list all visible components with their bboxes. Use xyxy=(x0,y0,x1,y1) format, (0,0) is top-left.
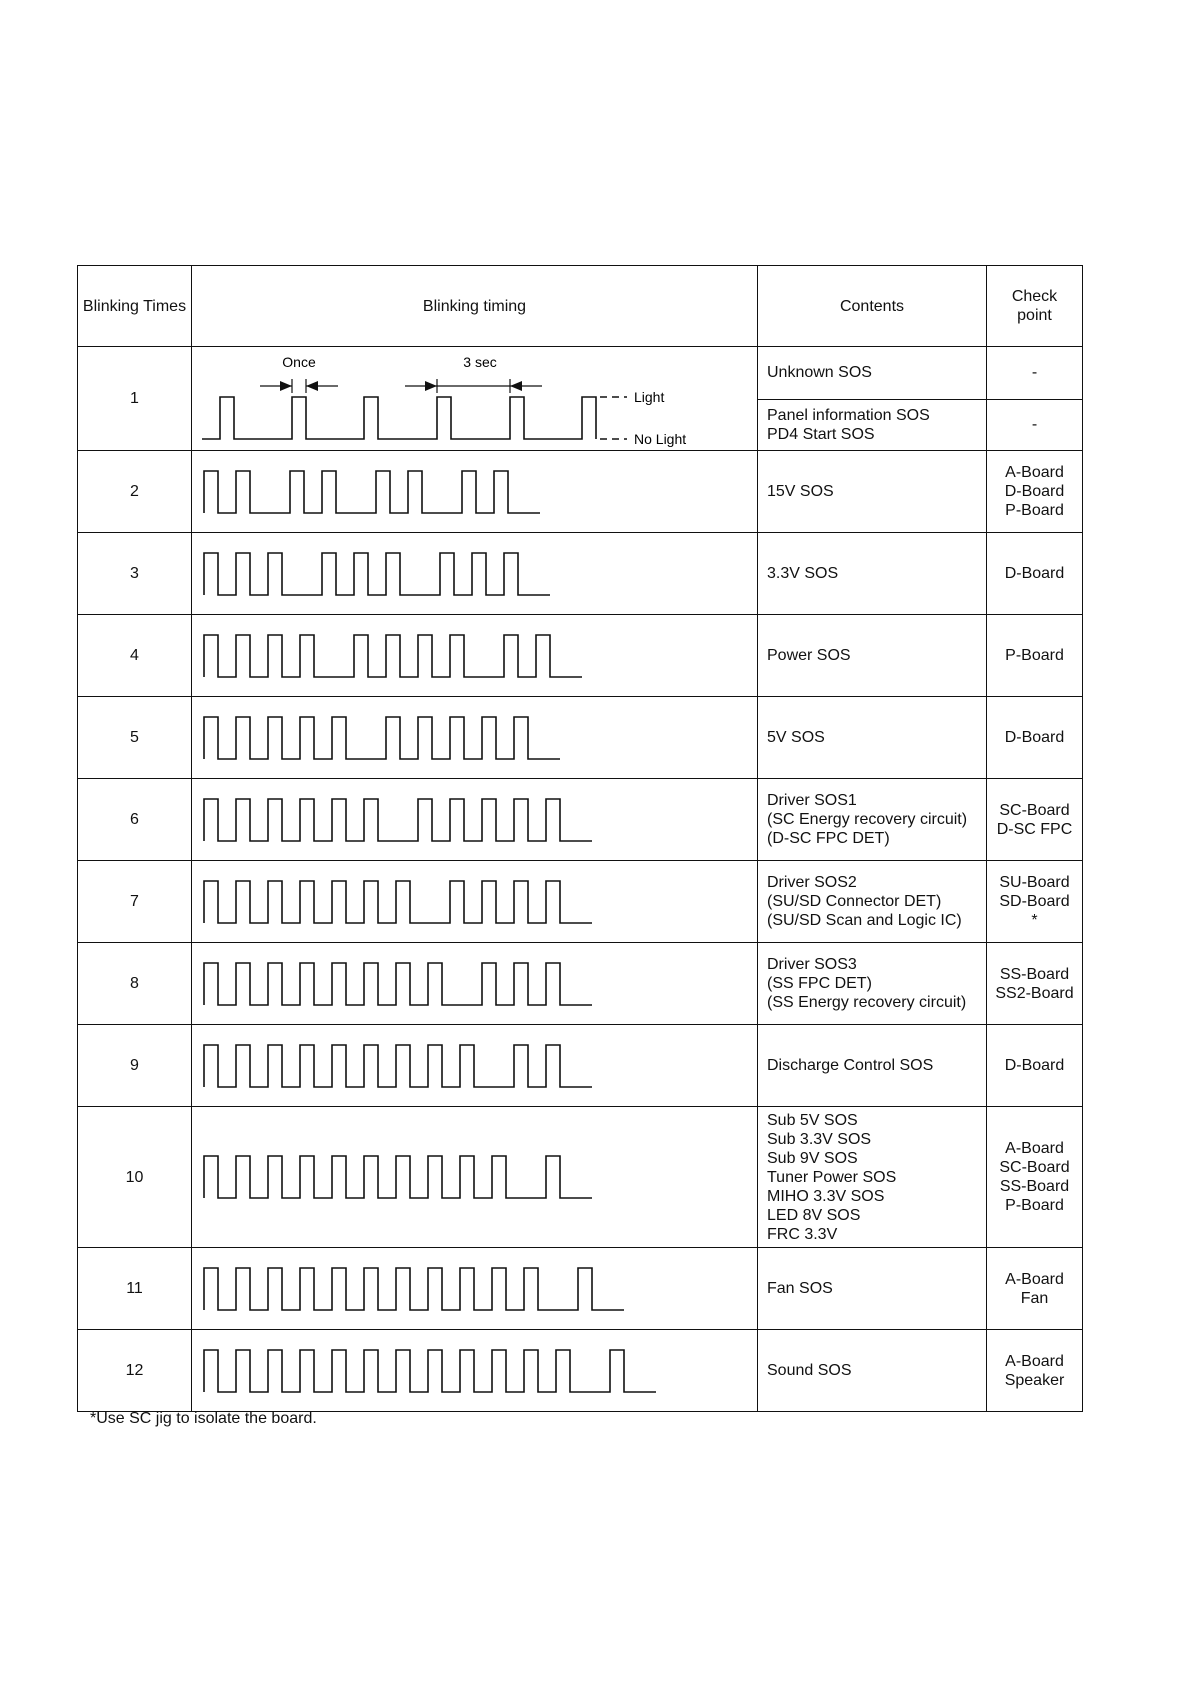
contents-cell xyxy=(758,861,987,943)
check-point-line: A-Board xyxy=(1005,1140,1064,1157)
header-row xyxy=(78,266,1083,347)
contents-line: Fan SOS xyxy=(767,1280,833,1297)
header-blinking-times: Blinking Times xyxy=(78,266,192,347)
check-point-line: Fan xyxy=(1020,1289,1049,1307)
check-point-line: - xyxy=(1031,364,1038,382)
check-point-line: P-Board xyxy=(1005,647,1064,664)
blinking-times-value: 6 xyxy=(130,811,139,828)
blinking-times-cell xyxy=(78,1248,192,1330)
blinking-times-cell xyxy=(78,533,192,615)
contents-line: (SS Energy recovery circuit) xyxy=(767,994,967,1011)
waveform-diagram xyxy=(192,943,758,1024)
waveform-trace xyxy=(204,1156,592,1198)
sos-blink-table xyxy=(77,265,1083,1412)
waveform-trace xyxy=(204,881,592,923)
check-point-cell xyxy=(987,347,1083,400)
check-point-line: SS-Board xyxy=(999,965,1070,983)
once-arrowhead-left xyxy=(280,381,292,391)
check-point-line: A-Board xyxy=(1005,1352,1064,1370)
check-point-line: SS2-Board xyxy=(995,984,1074,1002)
blinking-timing-cell xyxy=(192,615,758,697)
check-point-cell xyxy=(987,399,1083,451)
check-point-line: A-Board xyxy=(1005,1270,1064,1288)
check-point-cell xyxy=(987,943,1083,1025)
blinking-times-value: 3 xyxy=(130,565,139,582)
header-blinking-timing: Blinking timing xyxy=(192,266,758,347)
contents-line: (SC Energy recovery circuit) xyxy=(767,811,968,828)
check-point-cell xyxy=(987,1330,1083,1412)
contents-cell xyxy=(758,451,987,533)
contents-line: 3.3V SOS xyxy=(767,565,839,582)
contents-line: Panel information SOS xyxy=(767,406,930,424)
three-sec-arrowhead-right xyxy=(510,381,522,391)
contents-cell xyxy=(758,399,987,451)
waveform-diagram xyxy=(192,697,758,778)
blinking-times-value: 5 xyxy=(130,729,139,746)
check-point-cell xyxy=(987,1025,1083,1107)
check-point-line: D-Board xyxy=(1004,483,1065,500)
table-row xyxy=(78,943,1083,1025)
waveform-trace xyxy=(204,1350,656,1392)
three-sec-arrowhead-left xyxy=(425,381,437,391)
contents-line: (SS FPC DET) xyxy=(767,975,872,992)
blinking-times-value: 12 xyxy=(125,1362,144,1379)
contents-line: Driver SOS1 xyxy=(767,792,857,809)
waveform-diagram xyxy=(192,451,758,532)
waveform-diagram xyxy=(192,1107,758,1247)
waveform-trace xyxy=(204,717,560,759)
blinking-timing-cell xyxy=(192,779,758,861)
check-point-cell xyxy=(987,861,1083,943)
check-point-line: - xyxy=(1031,416,1038,434)
contents-line: Power SOS xyxy=(767,647,851,664)
check-point-cell xyxy=(987,615,1083,697)
check-point-line: Speaker xyxy=(1004,1371,1065,1389)
waveform-diagram xyxy=(192,1330,758,1411)
check-point-cell xyxy=(987,451,1083,533)
check-point-line: P-Board xyxy=(1005,1197,1064,1214)
table-row xyxy=(78,1248,1083,1330)
contents-line: (SU/SD Scan and Logic IC) xyxy=(767,912,962,929)
header-check-point: Check point xyxy=(987,266,1083,347)
contents-cell xyxy=(758,347,987,400)
waveform-diagram xyxy=(192,1025,758,1106)
waveform-trace xyxy=(204,1045,592,1087)
check-point-line: P-Board xyxy=(1005,502,1064,519)
blinking-times-cell xyxy=(78,1107,192,1248)
contents-line: PD4 Start SOS xyxy=(767,425,875,443)
contents-line: Driver SOS2 xyxy=(767,874,857,891)
waveform-diagram xyxy=(192,861,758,942)
no-light-label: No Light xyxy=(634,431,687,447)
waveform-trace xyxy=(204,1268,624,1310)
blinking-times-value: 11 xyxy=(126,1280,143,1297)
contents-cell xyxy=(758,697,987,779)
check-point-line: D-SC FPC xyxy=(996,820,1073,838)
blinking-times-cell xyxy=(78,697,192,779)
blinking-times-value: 10 xyxy=(125,1168,144,1186)
contents-line: Unknown SOS xyxy=(767,364,872,382)
contents-line: Sub 3.3V SOS xyxy=(767,1130,872,1148)
contents-cell xyxy=(758,943,987,1025)
blinking-times-value: 7 xyxy=(130,893,139,910)
footnote: *Use SC jig to isolate the board. xyxy=(90,1410,317,1427)
header-contents: Contents xyxy=(758,266,987,347)
contents-line: FRC 3.3V xyxy=(767,1225,838,1243)
blinking-times-cell xyxy=(78,1330,192,1412)
contents-cell xyxy=(758,1248,987,1330)
check-point-line: SD-Board xyxy=(999,893,1070,910)
table-row xyxy=(78,1025,1083,1107)
blinking-timing-cell xyxy=(192,347,758,451)
check-point-cell xyxy=(987,1248,1083,1330)
waveform-trace xyxy=(204,799,592,841)
blinking-times-cell xyxy=(78,451,192,533)
check-point-line: D-Board xyxy=(1004,565,1065,582)
contents-line: Driver SOS3 xyxy=(767,956,857,973)
check-point-line: SS-Board xyxy=(999,1178,1070,1195)
waveform-diagram xyxy=(192,347,758,450)
contents-cell xyxy=(758,1025,987,1107)
three-sec-label: 3 sec xyxy=(463,354,497,370)
check-point-cell xyxy=(987,779,1083,861)
blinking-times-cell xyxy=(78,943,192,1025)
contents-cell xyxy=(758,1330,987,1412)
waveform-diagram xyxy=(192,533,758,614)
table-row xyxy=(78,1330,1083,1412)
blinking-timing-cell xyxy=(192,533,758,615)
check-point-line: D-Board xyxy=(1004,1057,1065,1074)
blinking-times-cell xyxy=(78,779,192,861)
check-point-line: SU-Board xyxy=(999,874,1070,891)
contents-line: Sub 9V SOS xyxy=(767,1149,858,1167)
check-point-line: SC-Board xyxy=(999,801,1070,819)
waveform-trace xyxy=(202,397,596,439)
contents-cell xyxy=(758,615,987,697)
table-row xyxy=(78,779,1083,861)
blinking-timing-cell xyxy=(192,943,758,1025)
waveform-diagram xyxy=(192,779,758,860)
waveform-diagram xyxy=(192,615,758,696)
blinking-times-value: 8 xyxy=(130,975,139,992)
blinking-times-cell xyxy=(78,347,192,451)
contents-line: (D-SC FPC DET) xyxy=(767,830,890,847)
table-row xyxy=(78,615,1083,697)
contents-line: 5V SOS xyxy=(767,729,825,746)
light-label: Light xyxy=(634,389,665,405)
contents-line: 15V SOS xyxy=(767,483,834,500)
blinking-times-cell xyxy=(78,615,192,697)
blinking-times-value: 1 xyxy=(130,390,139,407)
contents-line: Sound SOS xyxy=(767,1362,852,1379)
blinking-timing-cell xyxy=(192,1025,758,1107)
waveform-diagram xyxy=(192,1248,758,1329)
check-point-line: D-Board xyxy=(1004,729,1065,746)
check-point-line: A-Board xyxy=(1005,464,1064,481)
check-point-line: * xyxy=(1031,912,1038,929)
table-row xyxy=(78,533,1083,615)
contents-cell xyxy=(758,1107,987,1248)
check-point-cell xyxy=(987,697,1083,779)
once-arrowhead-right xyxy=(306,381,318,391)
check-point-line: SC-Board xyxy=(999,1159,1070,1176)
once-label: Once xyxy=(282,354,316,370)
contents-cell xyxy=(758,533,987,615)
blinking-times-value: 4 xyxy=(130,647,139,664)
table-row xyxy=(78,1107,1083,1248)
check-point-cell xyxy=(987,1107,1083,1248)
blinking-timing-cell xyxy=(192,861,758,943)
waveform-trace xyxy=(204,471,540,513)
table-body xyxy=(78,347,1083,1412)
blinking-times-value: 9 xyxy=(130,1057,139,1074)
blinking-timing-cell xyxy=(192,1107,758,1248)
blinking-times-cell xyxy=(78,1025,192,1107)
blinking-times-value: 2 xyxy=(130,483,139,500)
contents-line: Sub 5V SOS xyxy=(767,1111,858,1129)
table-row xyxy=(78,451,1083,533)
contents-line: LED 8V SOS xyxy=(767,1206,861,1224)
table-row xyxy=(78,697,1083,779)
blinking-timing-cell xyxy=(192,451,758,533)
contents-line: Tuner Power SOS xyxy=(767,1168,897,1186)
waveform-trace xyxy=(204,963,592,1005)
contents-line: Discharge Control SOS xyxy=(767,1057,934,1074)
table-row xyxy=(78,861,1083,943)
contents-line: MIHO 3.3V SOS xyxy=(767,1187,885,1205)
blinking-timing-cell xyxy=(192,1330,758,1412)
contents-cell xyxy=(758,779,987,861)
blinking-timing-cell xyxy=(192,1248,758,1330)
waveform-trace xyxy=(204,553,550,595)
check-point-cell xyxy=(987,533,1083,615)
table-row xyxy=(78,347,1083,400)
contents-line: (SU/SD Connector DET) xyxy=(767,893,942,910)
blinking-times-cell xyxy=(78,861,192,943)
waveform-trace xyxy=(204,635,582,677)
blinking-timing-cell xyxy=(192,697,758,779)
